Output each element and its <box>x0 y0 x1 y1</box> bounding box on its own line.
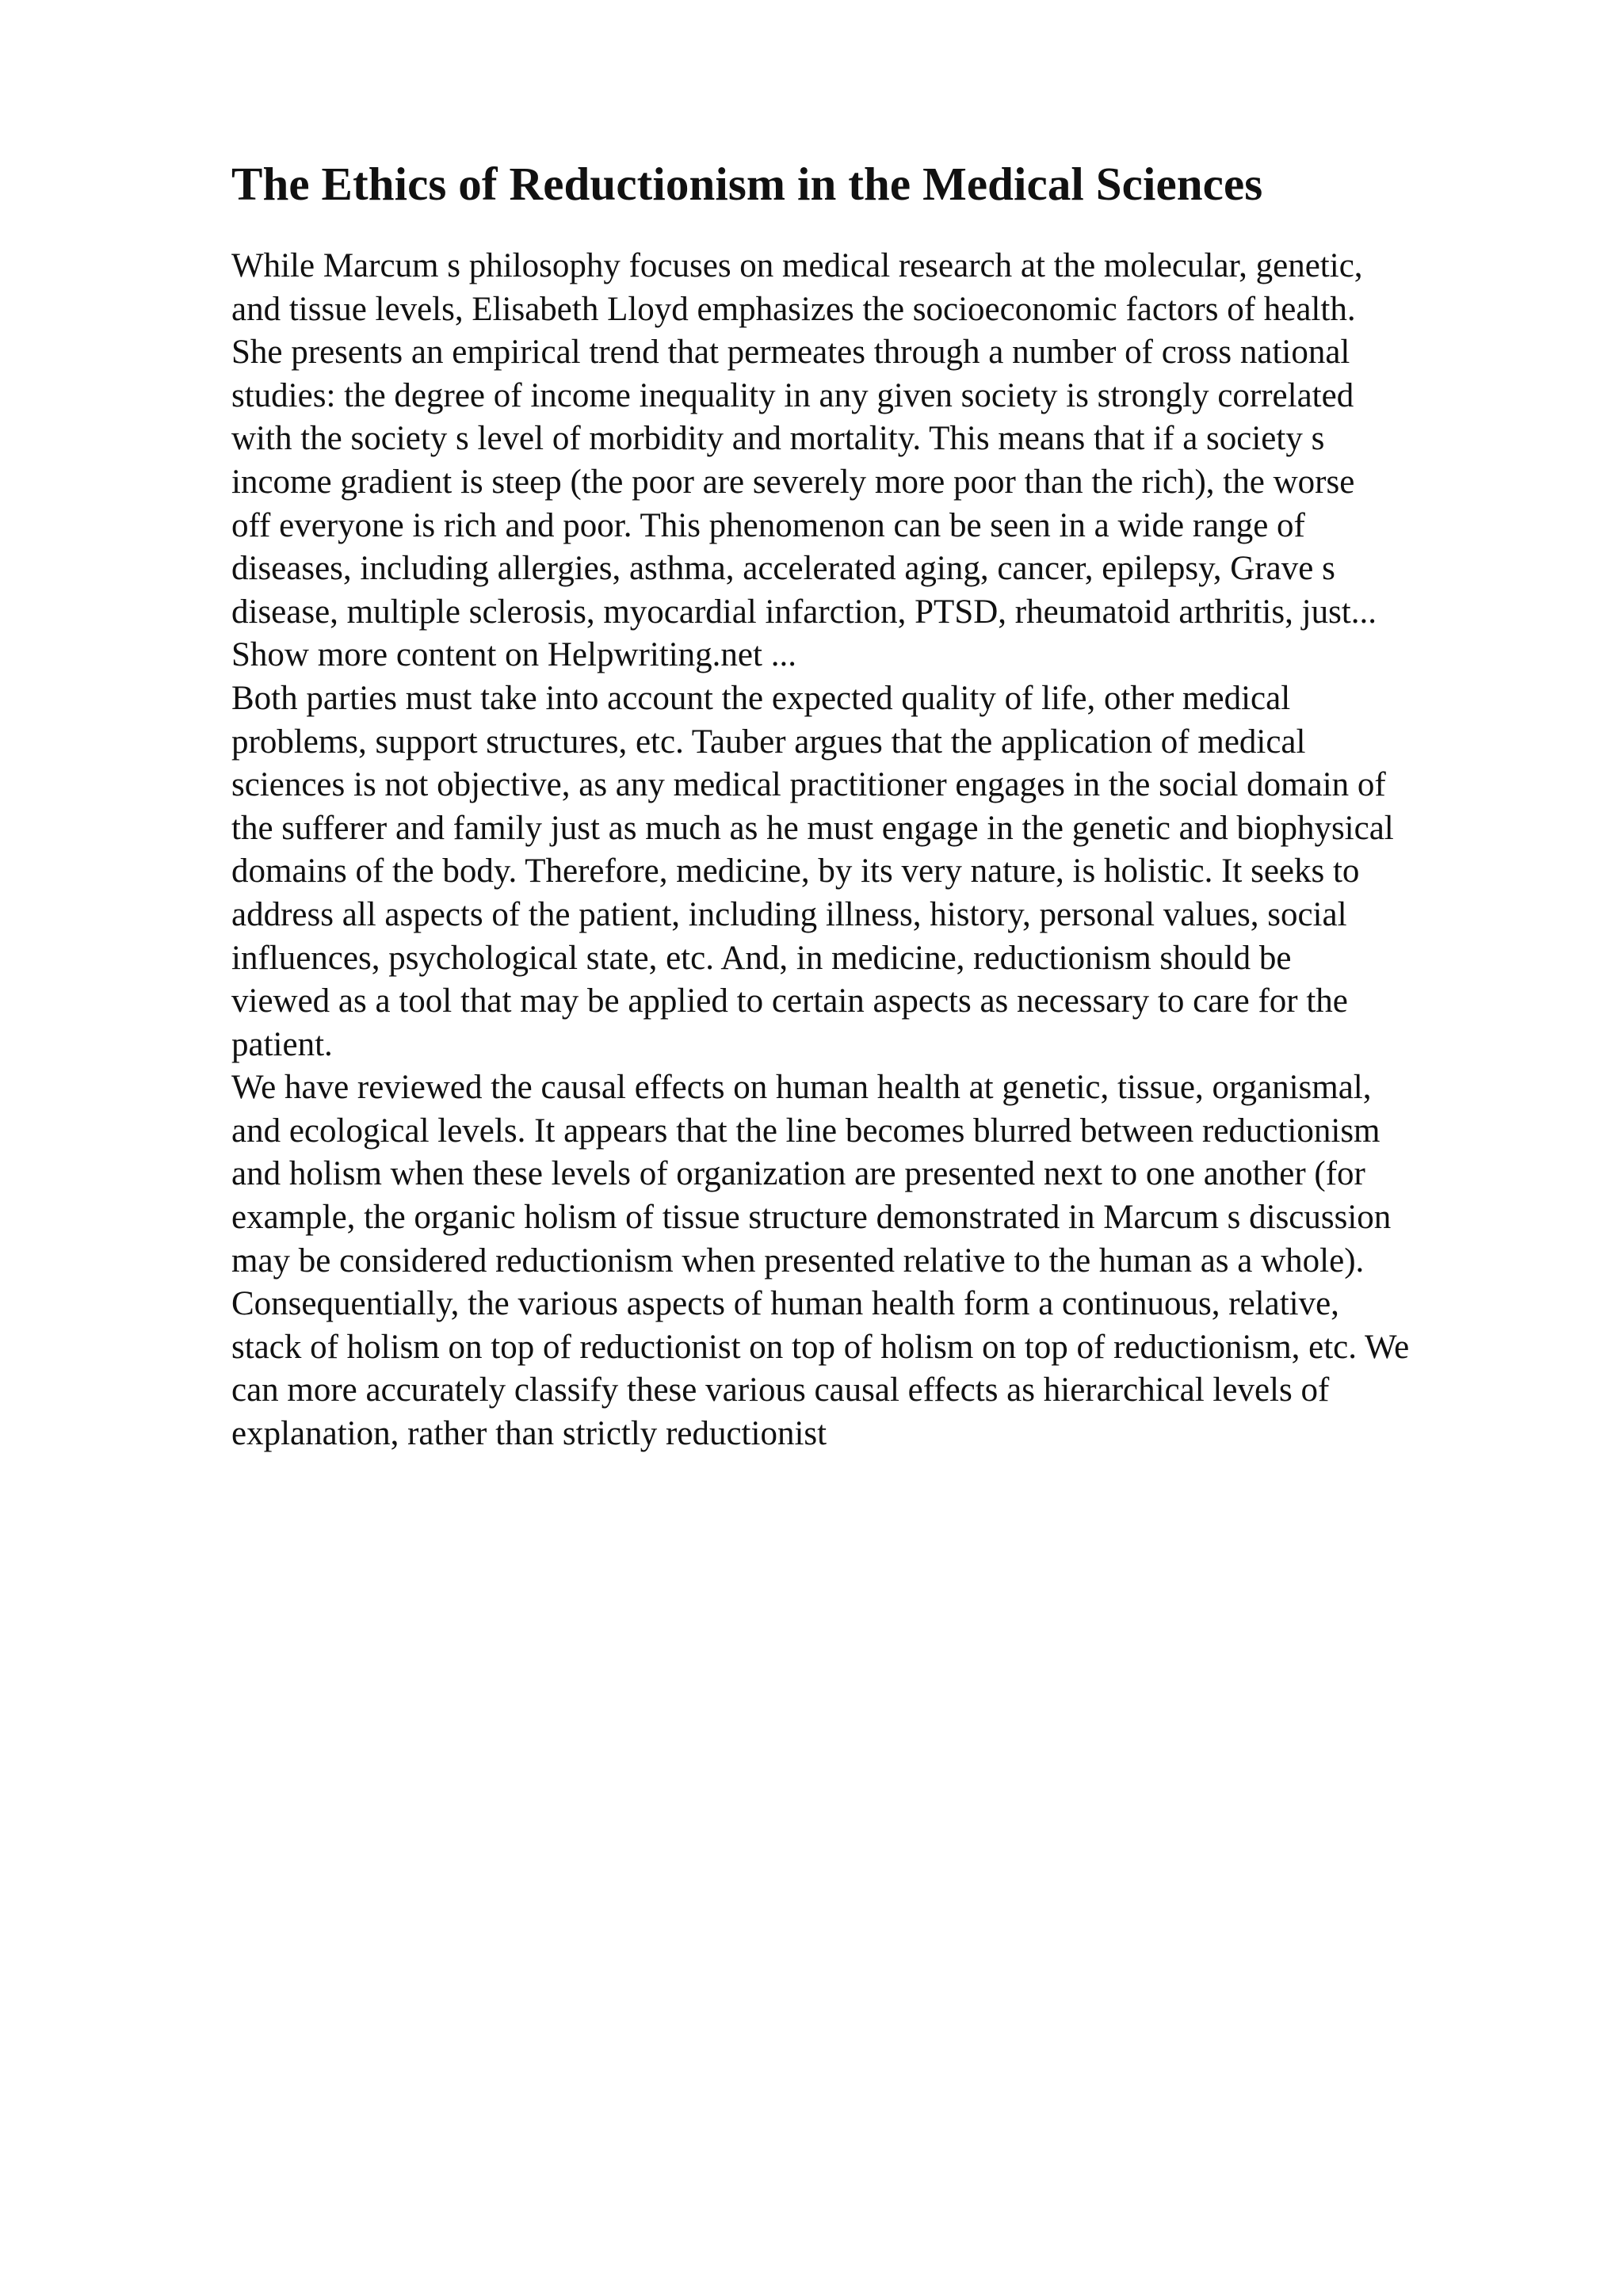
document-title: The Ethics of Reductionism in the Medical Sciences <box>231 158 1263 210</box>
body-line: stack of holism on top of reductionist on top of holism on top of reductionism, etc. We <box>231 1328 1410 1366</box>
body-line: problems, support structures, etc. Tauber argues that the application of medical <box>231 723 1306 761</box>
body-line: patient. <box>231 1025 333 1063</box>
body-line: viewed as a tool that may be applied to certain aspects as necessary to care for the <box>231 982 1348 1020</box>
body-line: may be considered reductionism when presented relative to the human as a whole). <box>231 1241 1365 1280</box>
body-line: can more accurately classify these various causal effects as hierarchical levels of <box>231 1371 1330 1409</box>
body-line: sciences is not objective, as any medical practitioner engages in the social domain of <box>231 766 1386 804</box>
body-line: and holism when these levels of organization are presented next to one another (for <box>231 1155 1365 1193</box>
body-line: disease, multiple sclerosis, myocardial infarction, PTSD, rheumatoid arthritis, just... <box>231 593 1377 631</box>
body-line: example, the organic holism of tissue structure demonstrated in Marcum s discussion <box>231 1199 1392 1237</box>
body-line: Consequentially, the various aspects of human health form a continuous, relative, <box>231 1285 1339 1323</box>
body-line: and tissue levels, Elisabeth Lloyd emphasizes the socioeconomic factors of health. <box>231 290 1356 328</box>
body-line: studies: the degree of income inequality in any given society is strongly correlated <box>231 376 1354 414</box>
body-line: with the society s level of morbidity and mortality. This means that if a society s <box>231 420 1325 458</box>
show-more-link[interactable]: Show more content on Helpwriting.net ... <box>231 636 796 674</box>
body-line: While Marcum s philosophy focuses on medical research at the molecular, genetic, <box>231 247 1363 284</box>
body-line: off everyone is rich and poor. This phenomenon can be seen in a wide range of <box>231 506 1305 544</box>
body-line: We have reviewed the causal effects on human health at genetic, tissue, organismal, <box>231 1069 1372 1107</box>
document-body <box>231 245 1610 1456</box>
body-line: the sufferer and family just as much as he must engage in the genetic and biophysical <box>231 809 1394 847</box>
body-line: income gradient is steep (the poor are severely more poor than the rich), the worse <box>231 463 1355 501</box>
body-line: explanation, rather than strictly reductionist <box>231 1415 827 1453</box>
body-line: She presents an empirical trend that permeates through a number of cross national <box>231 334 1350 372</box>
body-line: and ecological levels. It appears that the line becomes blurred between reductionism <box>231 1112 1381 1150</box>
body-line: influences, psychological state, etc. And, in medicine, reductionism should be <box>231 939 1292 977</box>
body-line: domains of the body. Therefore, medicine, by its very nature, is holistic. It seeks to <box>231 852 1360 891</box>
body-line: diseases, including allergies, asthma, accelerated aging, cancer, epilepsy, Grave s <box>231 550 1335 588</box>
body-line: Both parties must take into account the expected quality of life, other medical <box>231 679 1291 717</box>
body-line: address all aspects of the patient, including illness, history, personal values, social <box>231 895 1347 933</box>
